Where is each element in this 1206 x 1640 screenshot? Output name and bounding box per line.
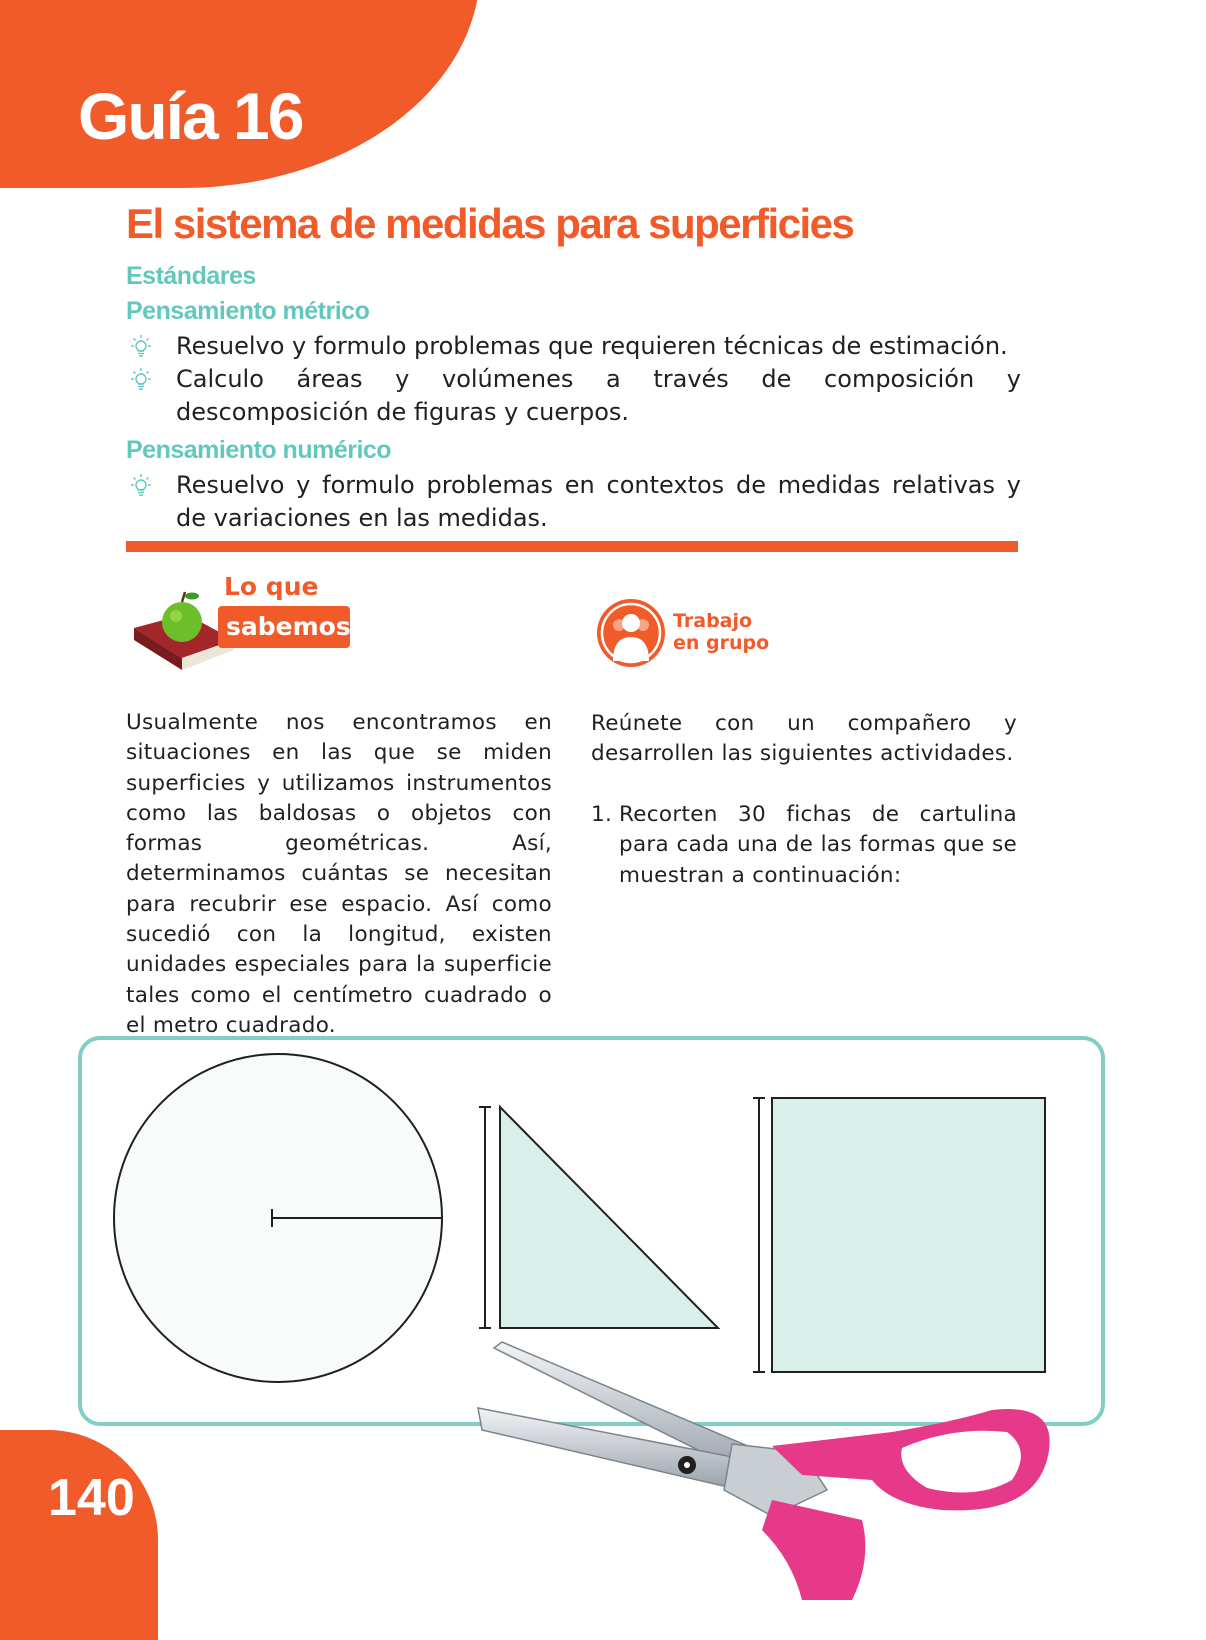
standard-item bbox=[176, 330, 1021, 363]
square-shape bbox=[750, 1094, 1050, 1376]
circle-shape bbox=[108, 1046, 448, 1396]
numeric-heading: Pensamiento numérico bbox=[126, 436, 392, 464]
trabajo-intro: Reúnete con un compañero y desarrollen las siguientes actividades. bbox=[591, 711, 1017, 767]
page-number-blob bbox=[0, 1430, 158, 1640]
sabemos-badge: sabemos bbox=[218, 606, 350, 648]
trabajo-label-line2: en grupo bbox=[673, 632, 770, 654]
triangle-shape bbox=[476, 1102, 724, 1332]
activity-number: 1. bbox=[591, 802, 613, 827]
section-divider bbox=[126, 541, 1018, 552]
guide-number: Guía 16 bbox=[78, 79, 303, 153]
standard-item bbox=[176, 363, 1021, 429]
lo-que-sabemos-text: Usualmente nos encontramos en situaciones en las que se miden superficies y utilizamos instrumentos como las baldosas o objetos con formas geométricas. Así, determinamos cuántas se necesitan para recubrir ese espacio. Así como sucedió con la longitud, existen unidades especiales para la superficie tales como el centímetro cuadrado o el metro cuadrado. bbox=[126, 710, 552, 1038]
lightbulb-icon bbox=[128, 367, 154, 395]
standard-item bbox=[176, 469, 1021, 535]
scissors-icon bbox=[472, 1340, 1072, 1600]
trabajo-label-line1: Trabajo bbox=[673, 610, 753, 632]
metric-heading: Pensamiento métrico bbox=[126, 297, 370, 325]
lightbulb-icon bbox=[128, 334, 154, 362]
standards-heading: Estándares bbox=[126, 262, 256, 290]
activity-text: Recorten 30 fichas de cartulina para cada una de las formas que se muestran a continuación: bbox=[619, 802, 1017, 888]
standard-text: Resuelvo y formulo problemas que requieren técnicas de estimación. bbox=[176, 332, 1008, 360]
lightbulb-icon bbox=[128, 473, 154, 501]
group-work-icon bbox=[595, 597, 667, 669]
trabajo-en-grupo-label bbox=[673, 610, 769, 654]
standard-text: Calculo áreas y volúmenes a través de composición y descomposición de figuras y cuerpos. bbox=[176, 365, 1021, 426]
page-title: El sistema de medidas para superficies bbox=[126, 200, 854, 247]
standard-text: Resuelvo y formulo problemas en contextos de medidas relativas y de variaciones en las medidas. bbox=[176, 471, 1021, 532]
page-number: 140 bbox=[48, 1469, 135, 1527]
lo-que-label: Lo que bbox=[224, 572, 319, 601]
